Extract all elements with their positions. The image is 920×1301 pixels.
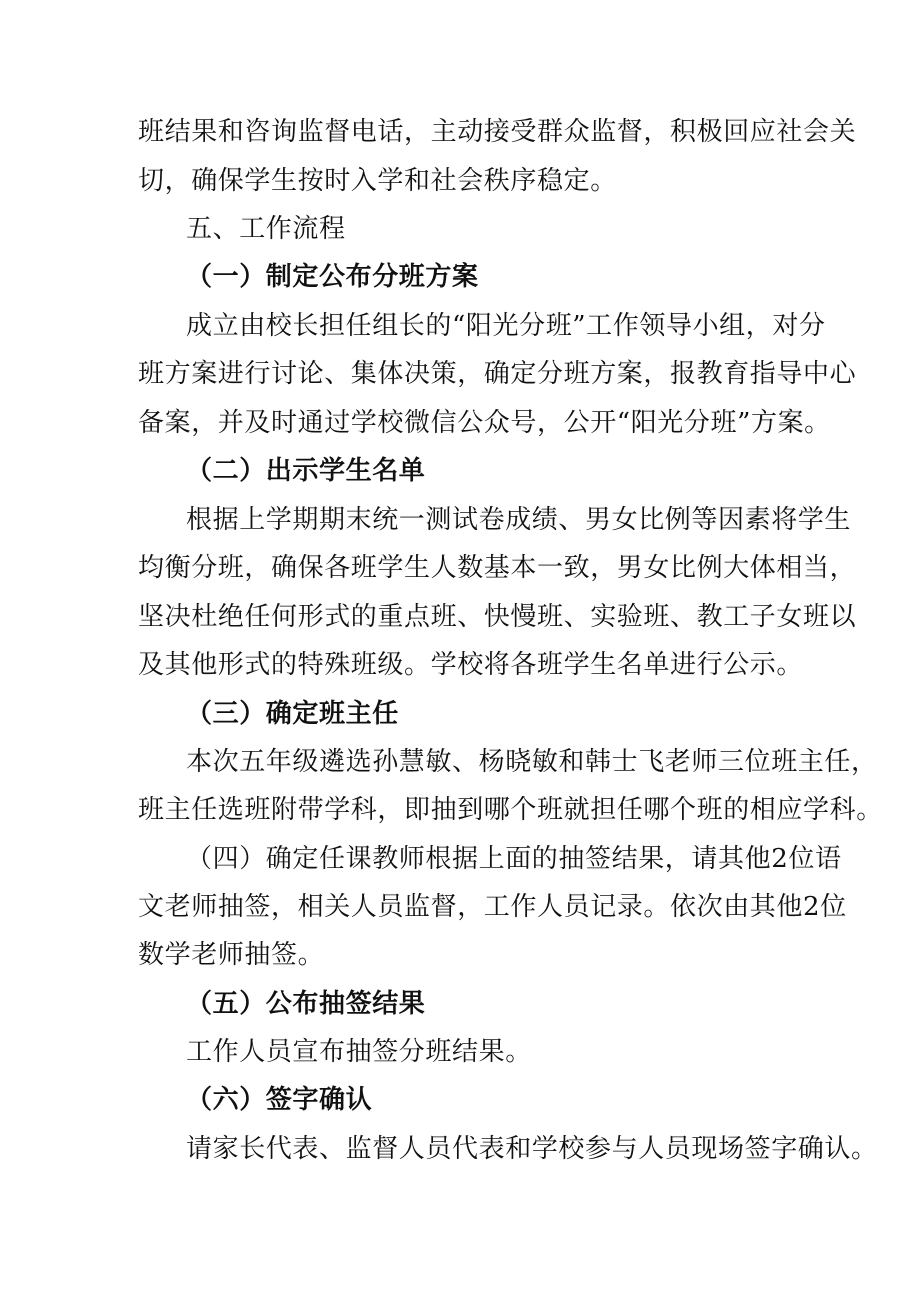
- paragraph-line: 工作人员宣布抽签分班结果。: [186, 1037, 532, 1067]
- paragraph-line: 切，确保学生按时入学和社会秩序稳定。: [138, 166, 617, 196]
- paragraph-line: 本次五年级遴选孙慧敏、杨晓敏和韩士飞老师三位班主任，: [186, 747, 878, 777]
- paragraph-line: 备案，并及时通过学校微信公众号，公开“阳光分班”方案。: [138, 408, 831, 438]
- section-heading: 五、工作流程: [186, 214, 346, 244]
- subsection-heading: （三）确定班主任: [186, 699, 399, 729]
- paragraph-line: 班主任选班附带学科，即抽到哪个班就担任哪个班的相应学科。: [138, 795, 883, 825]
- paragraph-line: 成立由校长担任组长的“阳光分班”工作领导小组，对分: [186, 311, 826, 341]
- paragraph-line: 坚决杜绝任何形式的重点班、快慢班、实验班、教工子女班以: [138, 602, 857, 632]
- subsection-heading: （一）制定公布分班方案: [186, 262, 479, 292]
- paragraph-line: 班结果和咨询监督电话，主动接受群众监督，积极回应社会关: [138, 117, 857, 147]
- subsection-heading: （六）签字确认: [186, 1085, 373, 1115]
- paragraph-line: 及其他形式的特殊班级。学校将各班学生名单进行公示。: [138, 650, 804, 680]
- subsection-heading: （二）出示学生名单: [186, 456, 426, 486]
- paragraph-line: 数学老师抽签。: [138, 940, 325, 970]
- paragraph-line: 文老师抽签，相关人员监督，工作人员记录。依次由其他2位: [138, 892, 847, 922]
- paragraph-line: 请家长代表、监督人员代表和学校参与人员现场签字确认。: [186, 1134, 878, 1164]
- paragraph-line: 均衡分班，确保各班学生人数基本一致，男女比例大体相当，: [138, 553, 857, 583]
- paragraph-line: （四）确定任课教师根据上面的抽签结果，请其他2位语: [186, 844, 842, 874]
- paragraph-line: 班方案进行讨论、集体决策，确定分班方案，报教育指导中心: [138, 359, 857, 389]
- paragraph-line: 根据上学期期末统一测试卷成绩、男女比例等因素将学生: [186, 505, 852, 535]
- subsection-heading: （五）公布抽签结果: [186, 989, 426, 1019]
